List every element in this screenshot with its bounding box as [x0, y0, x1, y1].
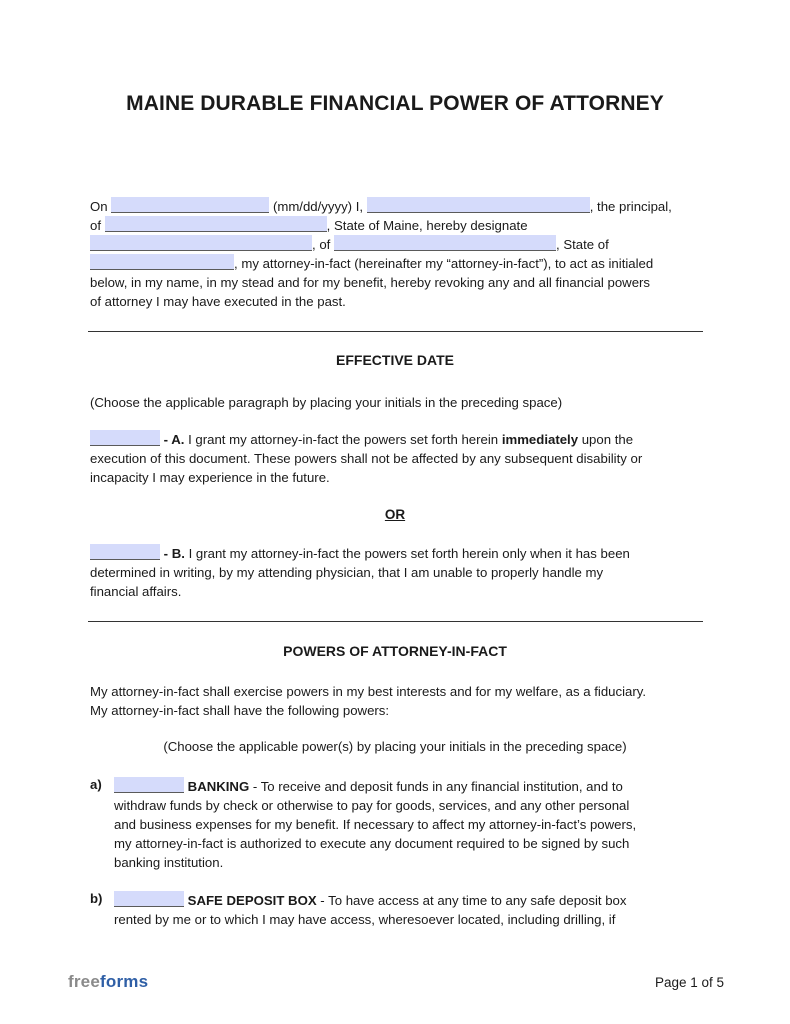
powers-intro-line-1: My attorney-in-fact shall exercise powers in my best interests and for my welfare, as a fiduciary. [90, 684, 647, 699]
immediately-text: immediately [501, 432, 579, 447]
option-b-label: - B. [160, 546, 185, 561]
banking-initials-field[interactable] [114, 777, 184, 793]
item-a-line-4: my attorney-in-fact is authorized to execute any document required to be signed by such [114, 836, 630, 851]
banking-text: - To receive and deposit funds in any financial institution, and to [249, 779, 623, 794]
intro-line-5: below, in my name, in my stead and for my benefit, hereby revoking any and all financial powers [90, 275, 651, 290]
option-a-text-2: upon the [578, 432, 634, 447]
powers-heading: POWERS OF ATTORNEY-IN-FACT [283, 643, 507, 659]
item-a-line-3: and business expenses for my benefit. If necessary to affect my attorney-in-fact’s powers, [114, 817, 637, 832]
item-a-line-1 [114, 777, 684, 796]
powers-intro [90, 682, 702, 720]
item-a-letter: a) [90, 777, 102, 792]
option-b-text: I grant my attorney-in-fact the powers set forth herein only when it has been [184, 546, 630, 561]
effective-date-instruction: (Choose the applicable paragraph by placing your initials in the preceding space) [90, 395, 563, 410]
item-b-safe-deposit [114, 891, 684, 929]
intro-line-3 [90, 235, 702, 254]
banking-title: BANKING [187, 779, 250, 794]
option-b-line-2: determined in writing, by my attending physician, that I am unable to properly handle my [90, 565, 604, 580]
date-field[interactable] [111, 197, 269, 213]
attorney-name-field[interactable] [90, 235, 312, 251]
effective-date-heading: EFFECTIVE DATE [336, 352, 454, 368]
of-text: of [90, 218, 101, 233]
option-a-line-1 [90, 430, 702, 449]
of-text-2: , of [312, 237, 331, 252]
option-b-paragraph [90, 544, 702, 601]
date-format-text: (mm/dd/yyyy) I, [272, 199, 364, 214]
option-b-line-3: financial affairs. [90, 584, 182, 599]
attorney-state-field[interactable] [90, 254, 234, 270]
principal-name-field[interactable] [367, 197, 590, 213]
option-a-initials-field[interactable] [90, 430, 160, 446]
safe-deposit-initials-field[interactable] [114, 891, 184, 907]
item-a-line-5: banking institution. [114, 855, 224, 870]
principal-text: , the principal, [589, 199, 672, 214]
item-b-line-2: rented by me or to which I may have access, wheresoever located, including drilling, if [114, 912, 616, 927]
freeforms-logo [68, 972, 148, 992]
document-title: MAINE DURABLE FINANCIAL POWER OF ATTORNEY [126, 92, 664, 115]
intro-paragraph [90, 197, 702, 311]
intro-line-2 [90, 216, 702, 235]
intro-line-4 [90, 254, 702, 273]
divider-1 [88, 331, 703, 332]
state-of-text: , State of [556, 237, 609, 252]
powers-instruction: (Choose the applicable power(s) by placing your initials in the preceding space) [163, 739, 627, 754]
principal-city-field[interactable] [105, 216, 327, 232]
intro-line-6: of attorney I may have executed in the past. [90, 294, 346, 309]
safe-deposit-text: - To have access at any time to any safe deposit box [316, 893, 627, 908]
option-a-line-3: incapacity I may experience in the future. [90, 470, 330, 485]
item-b-letter: b) [90, 891, 103, 906]
logo-free: free [68, 972, 100, 991]
attorney-city-field[interactable] [334, 235, 556, 251]
item-b-line-1 [114, 891, 684, 910]
intro-on-text: On [90, 199, 108, 214]
state-maine-text: , State of Maine, hereby designate [326, 218, 528, 233]
intro-line-1 [90, 197, 702, 216]
item-a-banking [114, 777, 684, 872]
powers-intro-line-2: My attorney-in-fact shall have the following powers: [90, 703, 390, 718]
option-b-line-1 [90, 544, 702, 563]
option-b-initials-field[interactable] [90, 544, 160, 560]
option-a-paragraph [90, 430, 702, 487]
attorney-text: , my attorney-in-fact (hereinafter my “attorney-in-fact”), to act as initialed [234, 256, 654, 271]
option-a-line-2: execution of this document. These powers shall not be affected by any subsequent disability or [90, 451, 643, 466]
page-number: Page 1 of 5 [654, 975, 724, 990]
option-a-label: - A. [160, 432, 185, 447]
item-a-line-2: withdraw funds by check or otherwise to pay for goods, services, and any other personal [114, 798, 630, 813]
or-text: OR [384, 507, 406, 522]
logo-forms: forms [100, 972, 149, 991]
option-a-text: I grant my attorney-in-fact the powers set forth herein [184, 432, 502, 447]
safe-deposit-title: SAFE DEPOSIT BOX [187, 893, 317, 908]
divider-2 [88, 621, 703, 622]
